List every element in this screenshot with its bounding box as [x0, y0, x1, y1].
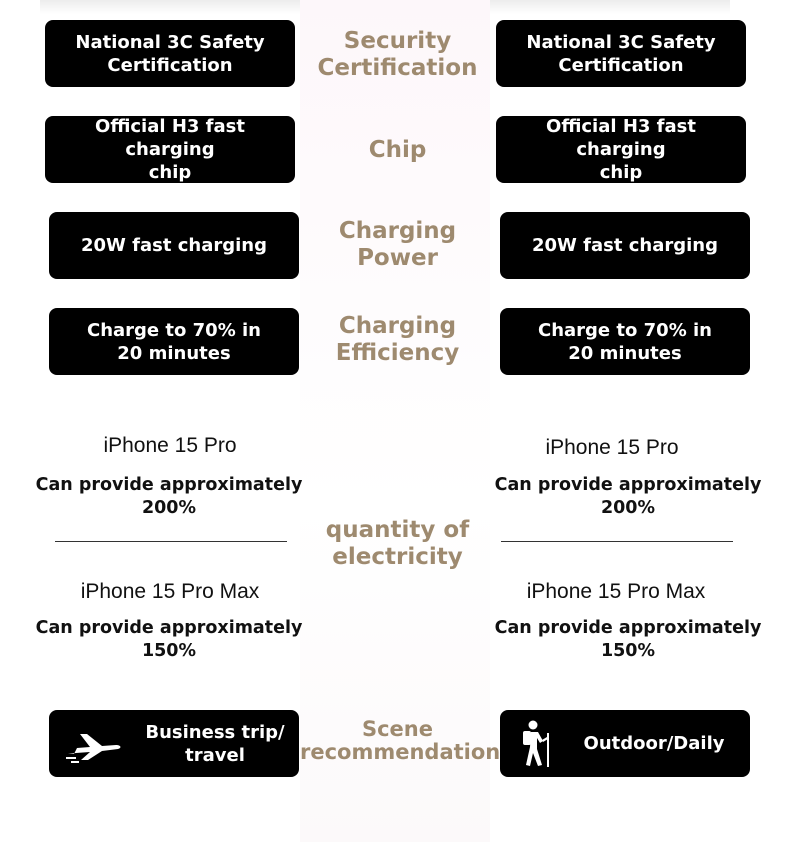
charging-power-label: Charging Power: [338, 218, 457, 271]
right-scene-pill: [500, 710, 750, 777]
right-capacity-1: Can provide approximately 200%: [494, 475, 762, 518]
right-model-2: iPhone 15 Pro Max: [526, 580, 706, 603]
business-trip-label: Business trip/ travel: [145, 721, 285, 766]
scene-recommendation-label: Scene recommendation: [300, 717, 501, 764]
outdoor-daily-label: Outdoor/Daily: [583, 733, 725, 754]
left-power-pill: 20W fast charging: [49, 212, 299, 279]
chip-label: Chip: [368, 137, 427, 163]
left-scene-pill: [49, 710, 299, 777]
right-power-pill: 20W fast charging: [500, 212, 750, 279]
hiker-icon: [514, 719, 558, 769]
left-model-1: iPhone 15 Pro: [103, 434, 237, 457]
left-model-2: iPhone 15 Pro Max: [80, 580, 260, 603]
right-security-pill: National 3C Safety Certification: [496, 20, 746, 87]
left-capacity-1: Can provide approximately 200%: [35, 475, 303, 518]
airplane-icon: [63, 719, 125, 769]
right-divider: [501, 541, 733, 542]
left-capacity-2: Can provide approximately 150%: [35, 618, 303, 661]
right-chip-pill: Official H3 fast charging chip: [496, 116, 746, 183]
right-model-1: iPhone 15 Pro: [545, 436, 679, 459]
charging-efficiency-label: Charging Efficiency: [335, 313, 460, 366]
left-chip-pill: Official H3 fast charging chip: [45, 116, 295, 183]
quantity-of-electricity-label: quantity of electricity: [325, 517, 470, 570]
left-divider: [55, 541, 287, 542]
right-efficiency-pill: Charge to 70% in 20 minutes: [500, 308, 750, 375]
security-certification-label: Security Certification: [317, 28, 478, 81]
left-efficiency-pill: Charge to 70% in 20 minutes: [49, 308, 299, 375]
left-security-pill: National 3C Safety Certification: [45, 20, 295, 87]
center-column-background: [300, 0, 490, 842]
right-capacity-2: Can provide approximately 150%: [494, 618, 762, 661]
